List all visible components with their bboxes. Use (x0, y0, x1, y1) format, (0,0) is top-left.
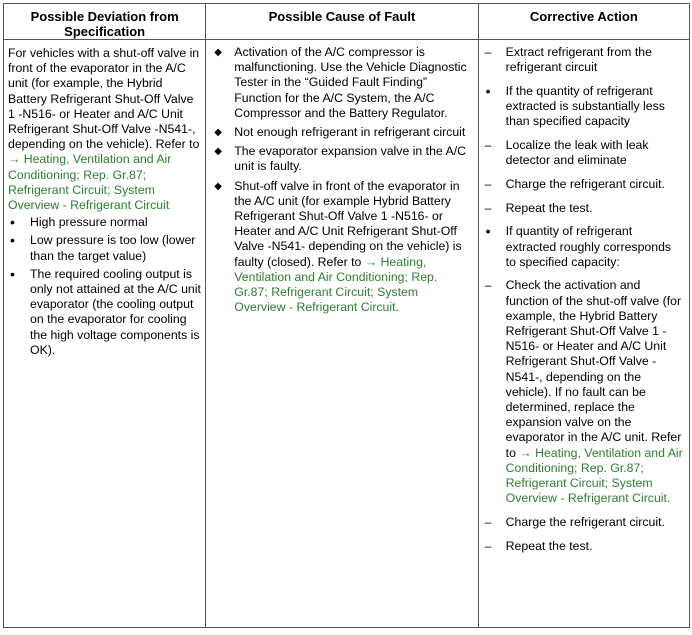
dash-marker: – (484, 200, 492, 215)
list-item (8, 215, 201, 230)
deviation-list (8, 215, 201, 358)
diamond-bullet-icon: ◆ (214, 146, 222, 158)
dash-marker: – (484, 45, 492, 59)
diamond-bullet-icon: ◆ (214, 47, 222, 58)
list-item (485, 539, 683, 554)
list-item-text: Extract refrigerant from the refrigerant circuit (505, 45, 652, 75)
header-row (4, 4, 690, 40)
list-item-text: Repeat the test. (505, 200, 593, 215)
deviation-cell (4, 40, 206, 628)
header-action: Corrective Action (478, 4, 689, 40)
list-item (485, 278, 683, 506)
list-item (214, 45, 471, 121)
action-cell (478, 40, 689, 628)
list-item-text: If quantity of refrigerant extracted roughly corresponds to specified capacity: (505, 224, 672, 269)
list-item (485, 224, 683, 270)
dash-marker: – (484, 278, 492, 293)
list-item-text: The evaporator expansion valve in the A/C unit is faulty. (234, 144, 467, 174)
diagnosis-table (3, 3, 690, 628)
deviation-reference-link[interactable]: → Heating, Ventilation and Air Conditioning; Rep. Gr.87; Refrigerant Circuit; System Overview - Refrigerant Circuit (8, 152, 172, 213)
list-item-text: Check the activation and function of the shut-off valve (for example, the Hybrid Battery Refrigerant Shut-Off Valve 1 -N516- or Heater and A/C Unit Refrigerant Shut-Off Valve -N541-, depending on the vehicle). If no fault can be determined, replace the expansion valve on the evaporator in the A/C unit. Refer to (505, 278, 682, 460)
content-row (4, 40, 690, 628)
list-item (214, 144, 471, 174)
list-item (485, 138, 683, 168)
deviation-intro (8, 46, 201, 213)
list-item-text: High pressure normal (30, 215, 148, 230)
list-item-text: Not enough refrigerant in refrigerant circuit (234, 125, 466, 140)
list-item-text: Charge the refrigerant circuit. (505, 176, 665, 191)
list-item (8, 233, 201, 263)
dash-marker: – (484, 538, 492, 553)
header-deviation: Possible Deviation from Specification (4, 4, 206, 40)
bullet-icon: • (10, 232, 15, 249)
bullet-icon: • (10, 265, 15, 282)
bullet-icon: • (10, 214, 15, 231)
bullet-icon: • (485, 82, 491, 99)
list-item-text: Repeat the test. (505, 538, 593, 553)
action-list (485, 45, 683, 554)
list-item-text: Charge the refrigerant circuit. (505, 514, 665, 529)
diamond-bullet-icon: ◆ (214, 127, 222, 139)
header-cause: Possible Cause of Fault (206, 4, 478, 40)
list-item (485, 45, 683, 75)
list-item (485, 515, 683, 530)
dash-marker: – (484, 138, 492, 153)
list-item (485, 201, 683, 216)
list-item (485, 177, 683, 192)
bullet-icon: • (485, 223, 491, 240)
diamond-bullet-icon: ◆ (214, 180, 222, 192)
list-item (485, 84, 683, 130)
dash-marker: – (484, 176, 492, 191)
list-item-text: Activation of the A/C compressor is malfunctioning. Use the Vehicle Diagnostic Tester in the “Guided Fault Finding” Function for the A/C System, the A/C Compressor and the Battery Regulator. (234, 45, 467, 120)
list-item (8, 267, 201, 358)
list-item-text: Localize the leak with leak detector and eliminate (505, 138, 649, 168)
list-item (214, 125, 471, 140)
action-reference-link[interactable]: → Heating, Ventilation and Air Conditioning; Rep. Gr.87; Refrigerant Circuit; System Overview - Refrigerant Circuit. (505, 445, 683, 506)
cause-cell (206, 40, 478, 628)
cause-reference-link[interactable]: → Heating, Ventilation and Air Conditioning; Rep. Gr.87; Refrigerant Circuit; System Overview - Refrigerant Circuit. (234, 254, 438, 315)
list-item-text: Low pressure is too low (lower than the target value) (30, 233, 196, 263)
list-item-text: Shut-off valve in front of the evaporator in the A/C unit (for example Hybrid Battery Refrigerant Shut-Off Valve 1 -N516- or Heater and A/C Unit Refrigerant Shut-Off Valve -N541- depending on the vehicle) is faulty (closed). Refer to (234, 178, 462, 269)
cause-list (214, 45, 471, 315)
list-item-text: The required cooling output is only not attained at the A/C unit evaporator (the cooling output on the evaporator for cooling the high voltage components is OK). (30, 266, 201, 357)
list-item (214, 179, 471, 316)
list-item-text: If the quantity of refrigerant extracted is substantially less than specified capacity (505, 83, 665, 129)
dash-marker: – (484, 514, 492, 529)
deviation-intro-text: For vehicles with a shut-off valve in front of the evaporator in the A/C unit (for example, the Hybrid Battery Refrigerant Shut-Off Valve 1 -N516- or Heater and A/C Unit Refrigerant Shut-Off Valve -N541-, depending on the vehicle). Refer to (8, 46, 200, 152)
